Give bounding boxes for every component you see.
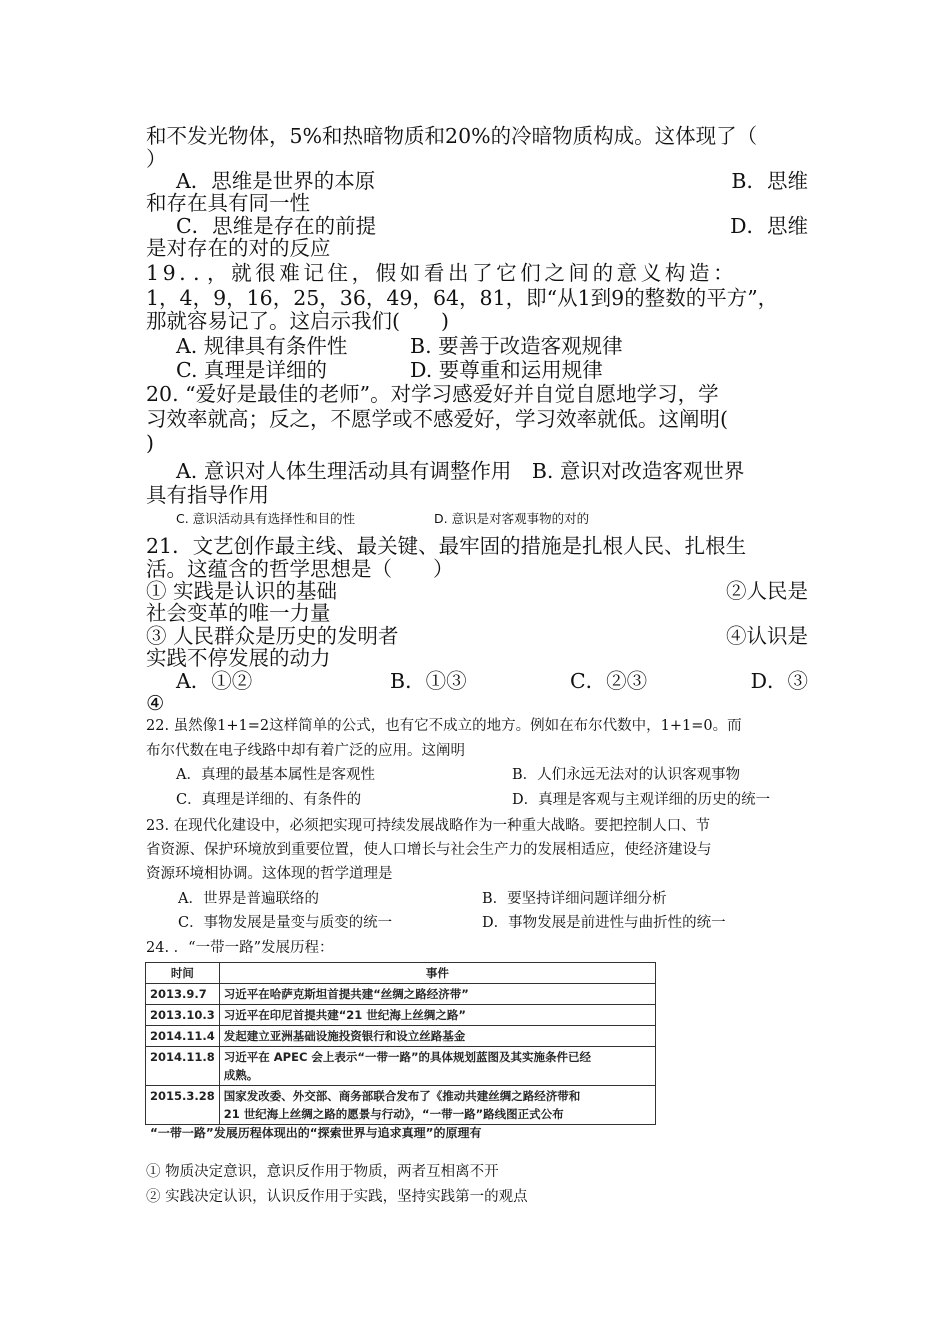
q21-option-b: B．①③ <box>390 669 467 693</box>
q24-item-2: ② 实践决定认识，认识反作用于实践，坚持实践第一的观点 <box>146 1189 528 1205</box>
q21-item-4-head: ④认识是 <box>726 624 808 648</box>
q21-items-12 <box>146 580 808 602</box>
table-row <box>146 1005 656 1026</box>
q23-option-b: B．要坚持详细问题详细分析 <box>482 891 667 907</box>
row-date: 2013.9.7 <box>146 984 220 1005</box>
q24-stem: 24. ．“一带一路”发展历程： <box>146 940 334 956</box>
row-date: 2015.3.28 <box>146 1086 220 1125</box>
q20-stem-line2: 习效率就高；反之，不愿学或不感爱好，学习效率就低。这阐明( <box>146 407 728 431</box>
q19-option-d: D. 要尊重和运用规律 <box>410 358 603 382</box>
row-event-line1: 习近平在 APEC 会上表示“一带一路”的具体规划蓝图及其实施条件已经 <box>223 1050 591 1064</box>
q22-stem-line1: 22. 虽然像1+1=2这样简单的公式，也有它不成立的地方。例如在布尔代数中，1+1=0。而 <box>146 718 742 734</box>
q19-stem-line2: 1，4，9，16，25，36，49，64，81，即“从1到9的整数的平方”， <box>146 286 779 310</box>
q23-stem-line3: 资源环境相协调。这体现的哲学道理是 <box>146 866 393 882</box>
q23-stem-line1: 23. 在现代化建设中，必须把实现可持续发展战略作为一种重大战略。要把控制人口、节 <box>146 818 711 834</box>
q23-option-a: A．世界是普遍联络的 <box>178 891 319 907</box>
q21-stem-line2: 活。这蕴含的哲学思想是（ ） <box>146 557 454 581</box>
row-date: 2013.10.3 <box>146 1005 220 1026</box>
q20-option-c: C. 意识活动具有选择性和目的性 <box>176 511 356 526</box>
q18-option-b-tail: 和存在具有同一性 <box>146 191 310 215</box>
q23-stem-line2: 省资源、保护环境放到重要位置，使人口增长与社会生产力的发展相适应，使经济建设与 <box>146 842 712 858</box>
q20-options-ab-line1: A. 意识对人体生理活动具有调整作用 B. 意识对改造客观世界 <box>176 459 745 483</box>
q18-option-b-head: B．思维 <box>731 169 808 193</box>
q19-stem-line1: 19．．，就很难记住，假如看出了它们之间的意义构造： <box>146 261 738 285</box>
table-header-time: 时间 <box>146 963 220 984</box>
row-event <box>219 1047 655 1086</box>
q20-stem-line1: 20. “爱好是最佳的老师”。对学习感爱好并自觉自愿地学习，学 <box>146 382 719 406</box>
table-header-event: 事件 <box>219 963 655 984</box>
row-event-line1: 国家发改委、外交部、商务部联合发布了《推动共建丝绸之路经济带和 <box>223 1089 581 1103</box>
q21-item-1: ① 实践是认识的基础 <box>146 579 338 603</box>
row-date: 2014.11.8 <box>146 1047 220 1086</box>
q22-stem-line2: 布尔代数在电子线路中却有着广泛的应用。这阐明 <box>146 743 465 759</box>
q18-option-c: C．思维是存在的前提 <box>176 214 377 238</box>
q21-option-c: C．②③ <box>570 669 648 693</box>
q22-option-b: B．人们永远无法对的认识客观事物 <box>512 767 741 783</box>
row-event-line1: 发起建立亚洲基础设施投资银行和设立丝路基金 <box>223 1029 466 1043</box>
q20-option-d: D. 意识是对客观事物的对的 <box>434 511 590 526</box>
q23-option-d: D．事物发展是前进性与曲折性的统一 <box>482 915 726 931</box>
q24-item-1: ① 物质决定意识，意识反作用于物质，两者互相离不开 <box>146 1164 499 1180</box>
q21-option-d-head: D．③ <box>750 669 808 693</box>
q18-option-d-tail: 是对存在的对的反应 <box>146 236 331 260</box>
q21-stem-line1: 21．文艺创作最主线、最关键、最牢固的措施是扎根人民、扎根生 <box>146 534 747 558</box>
row-event-line1: 习近平在印尼首提共建“21 世纪海上丝绸之路” <box>223 1008 466 1022</box>
q22-option-d: D．真理是客观与主观详细的历史的统一 <box>512 792 771 808</box>
table-header-row <box>146 963 656 984</box>
row-event <box>219 1005 655 1026</box>
q20-options-ab-line2: 具有指导作用 <box>146 483 269 507</box>
q21-item-3: ③ 人民群众是历史的发明者 <box>146 624 399 648</box>
row-event-line1: 习近平在哈萨克斯坦首提共建“丝绸之路经济带” <box>223 987 469 1001</box>
q18-stem-line2: ） <box>146 147 167 171</box>
q18-option-a: A．思维是世界的本原 <box>176 169 376 193</box>
table-row <box>146 1026 656 1047</box>
table-row <box>146 984 656 1005</box>
q21-option-a: A．①② <box>176 669 253 693</box>
q18-options-ab <box>146 170 808 192</box>
q20-stem-line3: ) <box>146 431 154 455</box>
table-row <box>146 1047 656 1086</box>
q23-option-c: C．事物发展是量变与质变的统一 <box>178 915 393 931</box>
belt-road-timeline-table <box>145 962 656 1125</box>
q19-stem-line3: 那就容易记了。这启示我们( ) <box>146 309 449 333</box>
row-event <box>219 1086 655 1125</box>
q21-item-2-head: ②人民是 <box>726 579 808 603</box>
q21-item-4-tail: 实践不停发展的动力 <box>146 646 331 670</box>
row-event-line2: 21 世纪海上丝绸之路的愿景与行动》，“一带一路”路线图正式公布 <box>223 1107 564 1121</box>
q22-option-a: A．真理的最基本属性是客观性 <box>176 767 375 783</box>
q21-items-34 <box>146 625 808 647</box>
q19-option-c: C. 真理是详细的 <box>176 358 327 382</box>
table-caption: “一带一路”发展历程体现出的“探索世界与追求真理”的原理有 <box>150 1126 482 1140</box>
row-event <box>219 1026 655 1047</box>
row-event <box>219 984 655 1005</box>
row-event-line2: 成熟。 <box>223 1068 259 1082</box>
q21-option-d-tail: ④ <box>146 691 165 715</box>
q21-item-2-tail: 社会变革的唯一力量 <box>146 601 331 625</box>
q18-options-cd <box>146 215 808 237</box>
row-date: 2014.11.4 <box>146 1026 220 1047</box>
table-row <box>146 1086 656 1125</box>
q22-option-c: C．真理是详细的、有条件的 <box>176 792 362 808</box>
q18-option-d-head: D．思维 <box>730 214 808 238</box>
q19-option-b: B. 要善于改造客观规律 <box>410 334 623 358</box>
q18-stem-line1: 和不发光物体，5%和热暗物质和20%的冷暗物质构成。这体现了（ <box>146 124 758 148</box>
q19-option-a: A. 规律具有条件性 <box>176 334 348 358</box>
